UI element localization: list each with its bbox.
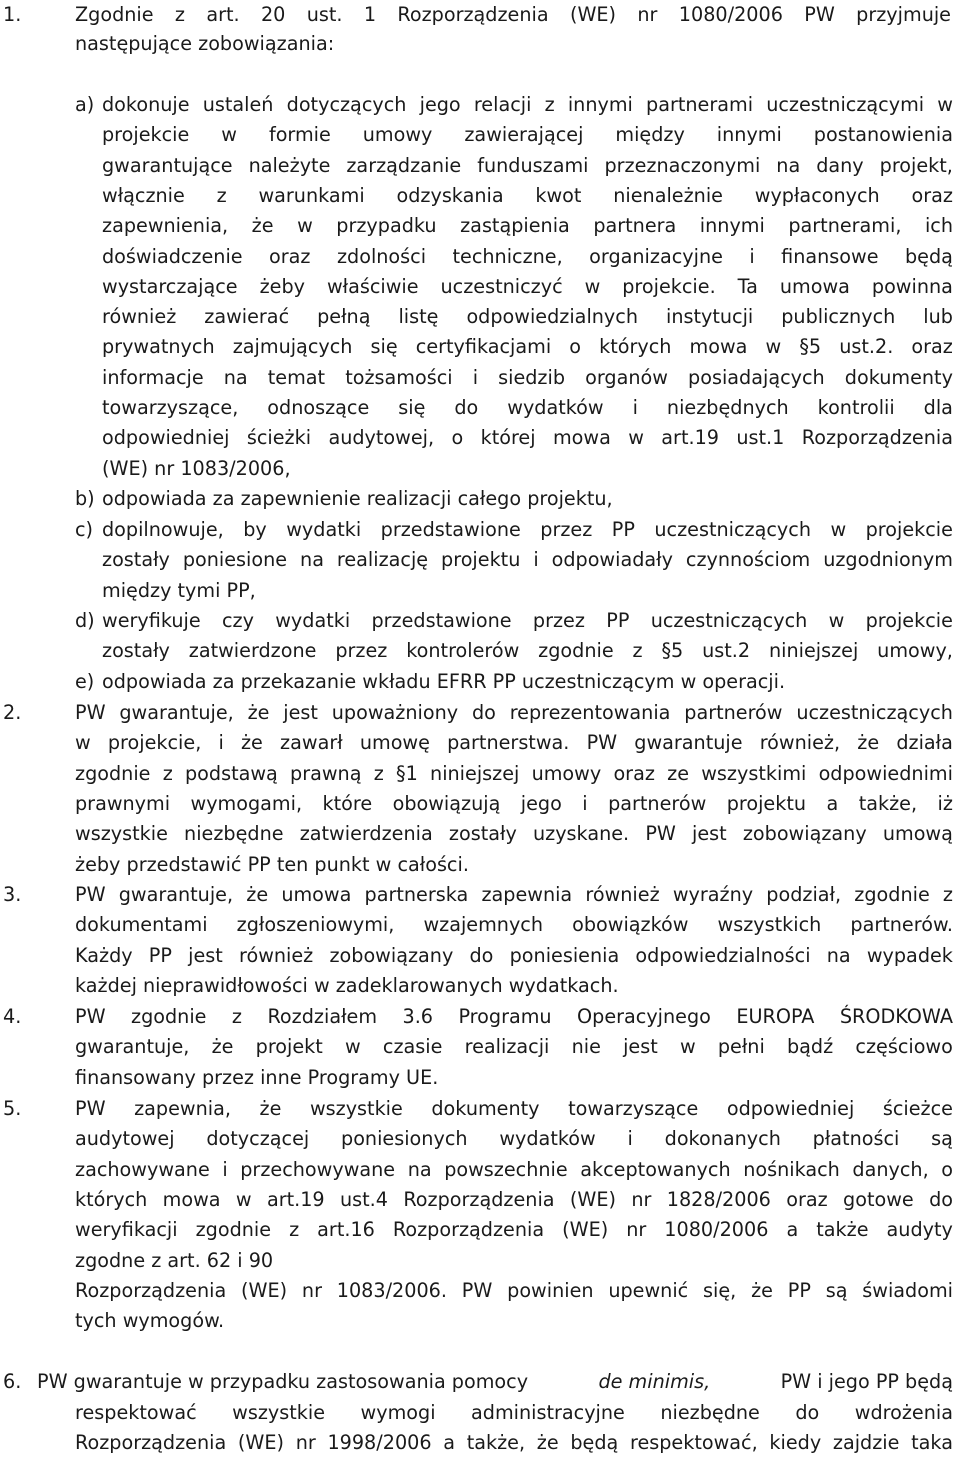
text-line: zachowywane i przechowywane na powszechnie akceptowanych nośnikach danych, o (75, 1157, 953, 1181)
a-line (0, 332, 960, 362)
p3-line (0, 880, 960, 910)
list-number: c) (75, 518, 94, 541)
list-number: a) (75, 93, 95, 116)
text-line: Każdy PP jest również zobowiązany do poniesienia odpowiedzialności na wypadek (75, 943, 953, 967)
paragraph-6-line-1 (0, 1367, 960, 1397)
text-line: prywatnych zajmujących się certyfikacjami o których mowa w §5 ust.2. oraz (102, 335, 953, 359)
text-line: w projekcie, i że zawarł umowę partnerstwa. PW gwarantuje również, że działa (75, 731, 953, 755)
list-number: 4. (3, 1005, 22, 1028)
text-line (37, 1367, 953, 1397)
text-line: doświadczenie oraz zdolności techniczne, organizacyjne i finansowe będą (102, 244, 953, 268)
a-line (0, 302, 960, 332)
text-line: audytowej dotyczącej poniesionych wydatków i dokonanych płatności są (75, 1127, 953, 1151)
d-line (0, 636, 960, 666)
a-line (0, 363, 960, 393)
paragraph-1-line-2 (0, 29, 960, 59)
list-number: 5. (3, 1097, 22, 1120)
text-line: finansowany przez inne Programy UE. (75, 1065, 439, 1089)
a-line (0, 272, 960, 302)
paragraph-1-line-1 (0, 0, 960, 30)
list-number: 2. (3, 701, 22, 724)
text-segment: PW i jego PP będą (780, 1370, 953, 1393)
text-line: włącznie z warunkami odzyskania kwot nienależnie wypłaconych oraz (102, 183, 953, 207)
p2-line (0, 819, 960, 849)
text-line: między tymi PP, (102, 578, 256, 602)
text-line: PW zapewnia, że wszystkie dokumenty towarzyszące odpowiedniej ścieżce (75, 1097, 953, 1120)
text-line: odpowiedniej ścieżki audytowej, o której mowa w art.19 ust.1 Rozporządzenia (102, 426, 953, 450)
a-line (0, 454, 960, 484)
p2-line (0, 850, 960, 880)
text-line: wystarczające żeby właściwie uczestniczyć w projekcie. Ta umowa powinna (102, 274, 953, 298)
b-line (0, 484, 960, 514)
text-line: następujące zobowiązania: (75, 32, 335, 55)
p5-line (0, 1276, 960, 1306)
e-line (0, 667, 960, 697)
list-number: e) (75, 670, 95, 693)
text-line: odpowiada za przekazanie wkładu EFRR PP uczestniczącym w operacji. (102, 670, 786, 693)
list-number: d) (75, 609, 95, 632)
p2-line (0, 759, 960, 789)
p5-line (0, 1306, 960, 1336)
text-line: każdej nieprawidłowości w zadeklarowanych wydatkach. (75, 973, 619, 997)
text-line: dokumentami zgłoszeniowymi, wzajemnych obowiązków wszystkich partnerów. (75, 913, 953, 937)
a-line (0, 120, 960, 150)
text-line: Rozporządzenia (WE) nr 1998/2006 a także, że będą respektować, kiedy zajdzie taka (75, 1431, 953, 1454)
text-line: prawnymi wymogami, które obowiązują jego i partnerów projektu a także, iż (75, 791, 953, 815)
text-line: żeby przedstawić PP ten punkt w całości. (75, 852, 469, 876)
text-line: zostały zatwierdzone przez kontrolerów zgodnie z §5 ust.2 niniejszej umowy, (102, 639, 953, 663)
text-line: wszystkie niezbędne zatwierdzenia zostały uzyskane. PW jest zobowiązany umową (75, 822, 953, 846)
p2-line (0, 728, 960, 758)
text-line: towarzyszące, odnoszące się do wydatków i niezbędnych kontrolii dla (102, 396, 953, 419)
text-line: zgodnie z podstawą prawną z §1 niniejszej umowy oraz ze wszystkimi odpowiednimi (75, 761, 953, 785)
a-line (0, 181, 960, 211)
text-line: informacje na temat tożsamości i siedzib organów posiadających dokumenty (102, 365, 953, 389)
text-line: zgodne z art. 62 i 90 (75, 1248, 274, 1272)
c-line (0, 576, 960, 606)
p2-line (0, 698, 960, 728)
text-line: gwarantuje, że projekt w czasie realizacji nie jest w pełni bądź częściowo (75, 1035, 953, 1059)
a-line (0, 211, 960, 241)
p3-line (0, 971, 960, 1001)
p5-line (0, 1215, 960, 1245)
c-line (0, 545, 960, 575)
a-line (0, 423, 960, 453)
list-number: 1. (3, 3, 22, 26)
p5-line (0, 1155, 960, 1185)
a-line (0, 242, 960, 272)
d-line (0, 606, 960, 636)
text-line: Rozporządzenia (WE) nr 1083/2006. PW powinien upewnić się, że PP są świadomi (75, 1278, 953, 1302)
text-line: projekcie w formie umowy zawierającej między innymi postanowienia (102, 123, 953, 147)
text-line: (WE) nr 1083/2006, (102, 456, 291, 480)
p3-line (0, 910, 960, 940)
p5-line (0, 1246, 960, 1276)
text-line: PW gwarantuje, że jest upoważniony do reprezentowania partnerów uczestniczących (75, 701, 953, 724)
text-line: również zawierać pełną listę odpowiedzialnych instytucji publicznych lub (102, 305, 953, 329)
p4-line (0, 1002, 960, 1032)
text-line: weryfikuje czy wydatki przedstawione przez PP uczestniczących w projekcie (102, 609, 953, 632)
text-line: zapewnienia, że w przypadku zastąpienia partnera innymi partnerami, ich (102, 214, 953, 238)
c-line (0, 515, 960, 545)
p2-line (0, 789, 960, 819)
text-line: Zgodnie z art. 20 ust. 1 Rozporządzenia (WE) nr 1080/2006 PW przyjmuje (75, 3, 951, 26)
p5-line (0, 1094, 960, 1124)
text-line: dopilnowuje, by wydatki przedstawione przez PP uczestniczących w projekcie (102, 518, 953, 541)
paragraph-6-line-2 (0, 1398, 960, 1428)
text-line: PW zgodnie z Rozdziałem 3.6 Programu Operacyjnego EUROPA ŚRODKOWA (75, 1005, 953, 1028)
p5-line (0, 1185, 960, 1215)
text-line: gwarantujące należyte zarządzanie funduszami przeznaczonymi na dany projekt, (102, 153, 953, 177)
a-line (0, 151, 960, 181)
italic-term: de minimis, (598, 1370, 711, 1393)
p5-line (0, 1124, 960, 1154)
text-line: odpowiada za zapewnienie realizacji całego projektu, (102, 487, 613, 510)
p3-line (0, 941, 960, 971)
text-line: PW gwarantuje, że umowa partnerska zapewnia również wyraźny podział, zgodnie z (75, 883, 953, 906)
text-line: respektować wszystkie wymogi administracyjne niezbędne do wdrożenia (75, 1401, 953, 1424)
p4-line (0, 1032, 960, 1062)
paragraph-6-line-3 (0, 1428, 960, 1458)
list-number: b) (75, 487, 95, 510)
p4-line (0, 1063, 960, 1093)
text-line: których mowa w art.19 ust.4 Rozporządzenia (WE) nr 1828/2006 oraz gotowe do (75, 1187, 953, 1211)
text-line: weryfikacji zgodnie z art.16 Rozporządzenia (WE) nr 1080/2006 a także audyty (75, 1218, 953, 1242)
a-line (0, 393, 960, 423)
text-line: zostały poniesione na realizację projektu i odpowiadały czynnościom uzgodnionym (102, 548, 953, 572)
text-segment: PW gwarantuje w przypadku zastosowania pomocy (37, 1370, 529, 1393)
list-number: 3. (3, 883, 22, 906)
text-line: tych wymogów. (75, 1309, 225, 1333)
text-line: dokonuje ustaleń dotyczących jego relacji z innymi partnerami uczestniczącymi w (102, 93, 953, 116)
a-line (0, 90, 960, 120)
list-number: 6. (3, 1370, 22, 1393)
